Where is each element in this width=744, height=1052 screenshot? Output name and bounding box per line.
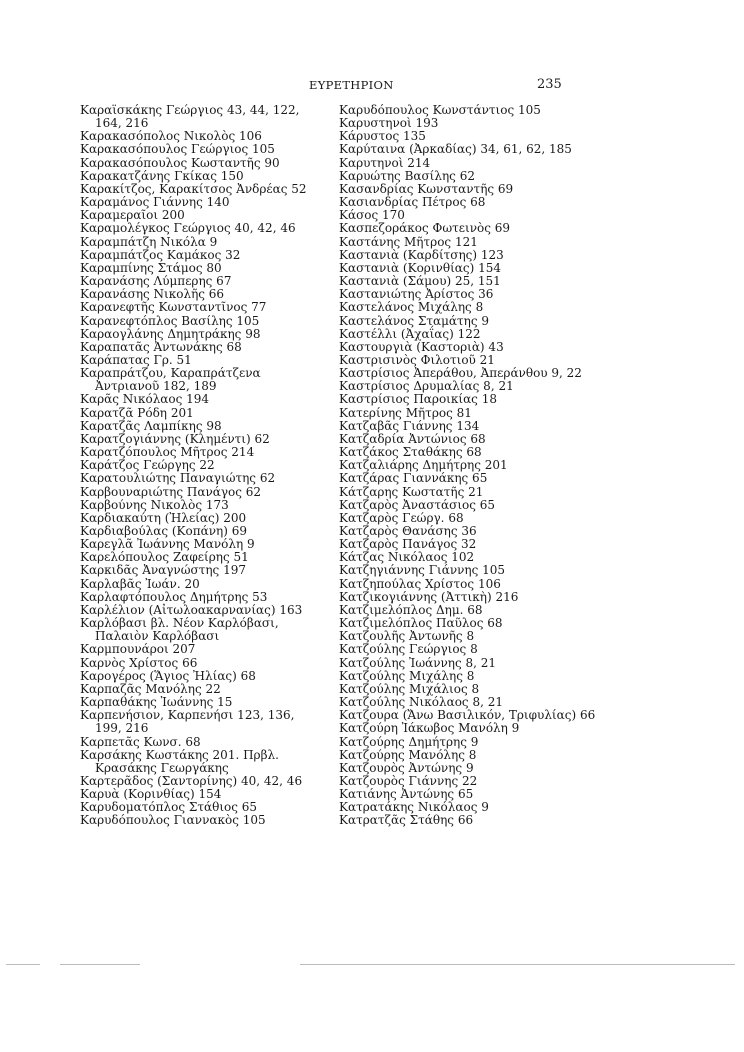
index-entry: Καραμολέγκος Γεώργιος 40, 42, 46	[80, 221, 296, 236]
index-entry: Καρκιδᾶς Ἀναγνώστης 197	[80, 563, 246, 578]
index-entry: Καστανιὰ (Σάμου) 25, 151	[339, 274, 501, 289]
index-entry: Καραμάνος Γιάννης 140	[80, 195, 230, 210]
index-entry: Καρλαβᾶς Ἰωάν. 20	[80, 576, 200, 591]
index-entry: Καρυτηνοὶ 214	[339, 155, 431, 170]
index-entry: Καστελάνος Μιχάλης 8	[339, 300, 484, 315]
index-entry: Κατζούλης Ἰωάννης 8, 21	[339, 655, 497, 670]
index-entry: Καρυὰ (Κορινθίας) 154	[80, 787, 222, 802]
index-entry: Καρβουναριώτης Πανάγος 62	[80, 484, 262, 499]
index-entry: Κατζουρὸς Γιάννης 22	[339, 773, 478, 788]
index-entry: Καρατζογιάννης (Κλημέντι) 62	[80, 431, 270, 446]
footer-rule-left	[6, 964, 40, 965]
index-entry: Καρλαφτόπουλος Δημήτρης 53	[80, 589, 268, 604]
index-entry: Καστρίσιος Δρυμαλίας 8, 21	[339, 379, 514, 394]
index-entry: Κατρατάκης Νικόλαος 9	[339, 800, 489, 815]
index-entry: Κατζούλης Μιχάλης 8	[339, 668, 475, 683]
index-entry: Κατζαρὸς Πανάγος 32	[339, 537, 477, 552]
page-number: 235	[537, 77, 562, 92]
index-entry: Καρυστηνοὶ 193	[339, 116, 439, 131]
index-entry: Καρπετᾶς Κωνσ. 68	[80, 734, 201, 749]
index-entry: Κασιανδρίας Πέτρος 68	[339, 195, 486, 210]
index-entry: Κατζηπούλας Χρίστος 106	[339, 576, 501, 591]
index-column-left	[80, 104, 324, 828]
index-entry: Καρπενήσιον, Καρπενήσι 123, 136, 199, 216	[80, 708, 295, 736]
index-entry: Κατζούρης Δημήτρης 9	[339, 734, 479, 749]
index-entry: Καστουργιὰ (Καστοριὰ) 43	[339, 339, 504, 354]
index-column-right	[339, 103, 596, 828]
index-entry: Κατζουρα (Ἄνω Βασιλικόν, Τριφυλίας) 66	[339, 708, 596, 723]
index-entry: Καρυδόπουλος Γιαννακὸς 105	[80, 813, 266, 828]
index-entry: Κατζαρὸς Ἀναστάσιος 65	[339, 497, 496, 512]
index-entry: Καραπατᾶς Ἀντωνάκης 68	[80, 339, 242, 354]
index-entry: Καρανεφτῆς Κωνσταντῖνος 77	[80, 300, 267, 315]
index-entry: Κατζούρη Ἰάκωβος Μανόλη 9	[339, 721, 520, 736]
index-entry: Καστανιώτης Ἀρίστος 36	[339, 287, 494, 302]
index-entry: Καρατζᾶς Λαμπίκης 98	[80, 418, 222, 433]
index-entry: Καστέλλι (Ἀχαΐας) 122	[339, 326, 481, 341]
index-entry: Καρανάσης Λύμπερης 67	[80, 274, 232, 289]
index-entry: Κατζαρὸς Θανάσης 36	[339, 524, 477, 538]
page-header	[0, 78, 744, 96]
index-entry: Καρυώτης Βασίλης 62	[339, 168, 475, 183]
index-entry: Κάσος 170	[339, 208, 405, 223]
index-entry: Καρελόπουλος Ζαφείρης 51	[80, 550, 249, 565]
index-entry: Καραμπίνης Στάμος 80	[80, 260, 222, 275]
index-entry: Κάρυστος 135	[339, 129, 426, 144]
index-entry: Καρανάσης Νικολῆς 66	[80, 287, 225, 302]
index-entry: Καστρίσιος Παροικίας 18	[339, 392, 497, 407]
index-entry: Κατζαδρία Ἀντώνιος 68	[339, 431, 486, 446]
index-entry: Κατζούλης Γεώργιος 8	[339, 642, 478, 657]
index-entry: Κατζαλιάρης Δημήτρης 201	[339, 458, 508, 473]
footer-rule-right	[300, 964, 735, 965]
index-entry: Καρδιαβούλας (Κοπάνη) 69	[80, 524, 247, 538]
index-entry: Καρανεφτόπλος Βασίλης 105	[80, 313, 260, 328]
index-entry: Καρακασόπουλος Γεώργιος 105	[80, 142, 275, 157]
index-entry: Καρλέλιον (Αἰτωλοακαρνανίας) 163	[80, 602, 303, 617]
index-entry: Καρεγλᾶ Ἰωάννης Μανόλη 9	[80, 537, 255, 552]
index-entry: Καρπαθάκης Ἰωάννης 15	[80, 695, 233, 710]
index-entry: Κασανδρίας Κωνσταντῆς 69	[339, 181, 514, 196]
index-entry: Κατζουλῆς Ἀντωνῆς 8	[339, 629, 475, 644]
index-entry: Καρπαζᾶς Μανόλης 22	[80, 681, 221, 696]
index-entry: Καρακίτζος, Καρακίτσος Ἀνδρέας 52	[80, 181, 307, 196]
index-entry: Καρμπουνάροι 207	[80, 642, 196, 657]
index-entry: Καρτερᾶδος (Σαντορίνης) 40, 42, 46	[80, 773, 303, 788]
index-entry: Κατζουρὸς Ἀντώνης 9	[339, 760, 474, 775]
index-entry: Καραμεραῖοι 200	[80, 208, 185, 223]
index-entry: Καρατουλιώτης Παναγιώτης 62	[80, 471, 276, 486]
index-entry: Κατερίνης Μῆτρος 81	[339, 405, 472, 420]
index-entry: Καραμπάτζος Καμάκος 32	[80, 247, 241, 262]
index-entry: Καρογέρος (Ἅγιος Ἠλίας) 68	[80, 668, 256, 683]
index-entry: Καραϊσκάκης Γεώργιος 43, 44, 122, 164, 216	[80, 103, 300, 131]
index-entry: Καραογλάνης Δημητράκης 98	[80, 326, 261, 341]
index-entry: Κατζάρας Γιαννάκης 65	[339, 471, 488, 486]
index-entry: Καστρίσιος Ἀπεράθου, Ἀπεράνθου 9, 22	[339, 366, 582, 381]
index-entry: Καρλόβασι βλ. Νέον Καρλόβασι, Παλαιὸν Καρλόβασι	[80, 616, 279, 644]
index-entry: Κάτζας Νικόλαος 102	[339, 550, 475, 565]
index-entry: Κατζαρὸς Γεώργ. 68	[339, 510, 464, 525]
index-entry: Κατζικογιάννης (Ἀττικὴ) 216	[339, 589, 519, 604]
index-entry: Καραμπάτζη Νικόλα 9	[80, 234, 218, 249]
index-entry: Καρσάκης Κωστάκης 201. Πρβλ. Κρασάκης Γεωργάκης	[80, 747, 279, 775]
index-entry: Καραπράτζου, Καραπράτζενα Ἀντριανοῦ 182, 189	[80, 366, 261, 394]
index-entry: Καρᾶς Νικόλαος 194	[80, 392, 210, 407]
index-entry: Καρδιακαύτη (Ἠλείας) 200	[80, 510, 247, 525]
index-entry: Καστανιὰ (Κορινθίας) 154	[339, 260, 501, 275]
index-entry: Κατιάνης Ἀντώνης 65	[339, 787, 474, 802]
running-title: ΕΥΡΕΤΗΡΙΟΝ	[309, 78, 394, 92]
index-entry: Κατρατζᾶς Στάθης 66	[339, 813, 474, 828]
index-entry: Καρυδόπουλος Κωνστάντιος 105	[339, 103, 541, 117]
index-entry: Κατζάκος Σταθάκης 68	[339, 445, 482, 460]
index-entry: Κατζηγιάννης Γιάννης 105	[339, 563, 506, 578]
index-entry: Καστρισινὸς Φιλοτιοῦ 21	[339, 352, 495, 367]
index-entry: Κατζιμελόπλος Παῦλος 68	[339, 616, 503, 631]
index-entry: Καρακασόπολος Νικολὸς 106	[80, 129, 262, 144]
index-entry: Καστανιὰ (Καρδίτσης) 123	[339, 247, 504, 262]
index-entry: Καράτζος Γεώργης 22	[80, 458, 215, 473]
index-entry: Καράπατας Γρ. 51	[80, 352, 192, 367]
index-entry: Κάτζαρης Κωστατῆς 21	[339, 484, 484, 499]
index-entry: Κατζιμελόπλος Δημ. 68	[339, 602, 483, 617]
index-entry: Καρύταινα (Ἀρκαδίας) 34, 61, 62, 185	[339, 142, 572, 157]
index-entry: Καστελάνος Σταμάτης 9	[339, 313, 490, 328]
footer-rule-mid	[60, 964, 140, 965]
index-entry: Κατζαβᾶς Γιάννης 134	[339, 418, 480, 433]
index-entry: Καρυδοματόπλος Στάθιος 65	[80, 800, 258, 815]
index-entry: Καρατζᾶ Ρόδη 201	[80, 405, 194, 420]
index-entry: Καστάνης Μῆτρος 121	[339, 234, 478, 249]
index-entry: Κατζούλης Νικόλαος 8, 21	[339, 695, 503, 710]
index-entry: Καρακατζάνης Γκίκας 150	[80, 168, 244, 183]
index-entry: Καρατζόπουλος Μῆτρος 214	[80, 445, 255, 460]
index-entry: Καρνὸς Χρίστος 66	[80, 655, 198, 670]
index-entry: Κατζούλης Μιχάλιος 8	[339, 681, 480, 696]
index-entry: Κατζούρης Μανόλης 8	[339, 747, 477, 762]
index-entry: Καρβούνης Νικολὸς 173	[80, 497, 229, 512]
index-entry: Καρακασόπουλος Κωσταντῆς 90	[80, 155, 280, 170]
index-entry: Κασπεζοράκος Φωτεινὸς 69	[339, 221, 511, 236]
